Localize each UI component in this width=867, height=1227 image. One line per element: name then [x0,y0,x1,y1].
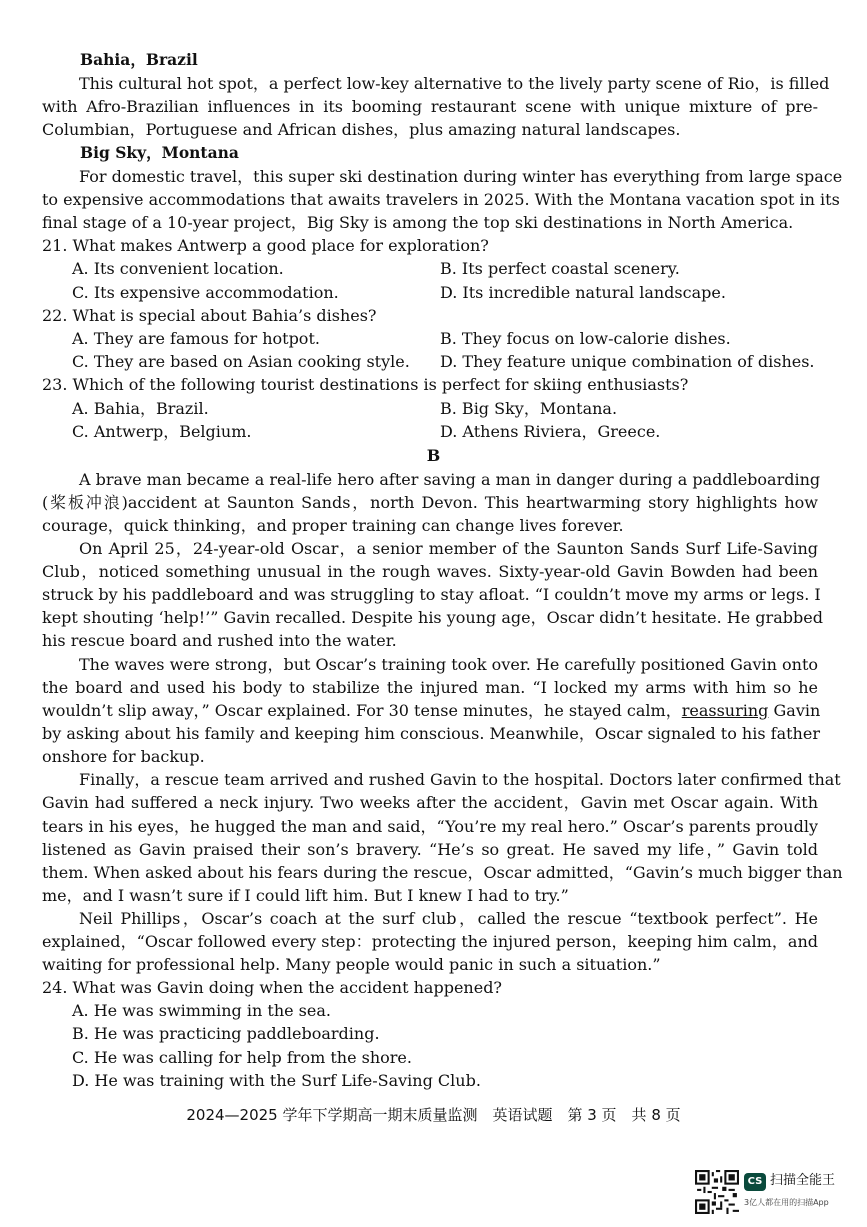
b-p3-line-1: The waves were strong，but Oscar’s training took over. He carefully positioned Gavin onto [79,655,819,674]
bahia-line-1: This cultural hot spot，a perfect low-key alternative to the lively party scene of Rio，is filled [79,74,830,93]
bahia-line-2: with Afro-Brazilian influences in its booming restaurant scene with unique mixture of pre- [42,97,818,116]
b-p2-line-1: On April 25，24-year-old Oscar，a senior member of the Saunton Sands Surf Life-Saving [79,539,819,558]
b-p2-line-5: his rescue board and rushed into the water. [42,631,397,650]
q24-option-d: D. He was training with the Surf Life-Saving Club. [72,1071,481,1090]
b-p3-line-4: by asking about his family and keeping him conscious. Meanwhile，Oscar signaled to his father [42,724,820,743]
b-p4-line-2: Gavin had suffered a neck injury. Two weeks after the accident，Gavin met Oscar again. With [42,793,818,812]
q22-option-a: A. They are famous for hotpot. [72,329,320,348]
bigsky-line-3: final stage of a 10-year project，Big Sky is among the top ski destinations in North America. [42,213,794,232]
b-p5-line-3: waiting for professional help. Many people would panic in such a situation.” [42,955,661,974]
b-p4-line-5: them. When asked about his fears during the rescue，Oscar admitted，“Gavin’s much bigger than [42,863,843,882]
b-p1-line-2: (桨板冲浪)accident at Saunton Sands，north Devon. This heartwarming story highlights how [42,493,818,512]
b-p2-line-3: struck by his paddleboard and was struggling to stay afloat. “I couldn’t move my arms or legs. I [42,585,821,604]
question-21: 21. What makes Antwerp a good place for exploration? [42,236,489,255]
q23-option-d: D. Athens Riviera，Greece. [440,422,661,441]
camscanner-title: 扫描全能王 [770,1173,836,1188]
section-b-label: B [426,446,441,465]
b-p3-line-3-text: wouldn’t slip away，” Oscar explained. For 30 tense minutes，he stayed calm， [42,701,682,720]
camscanner-logo: CS [744,1173,766,1191]
page-footer: 2024—2025 学年下学期高一期末质量监测 英语试题 第 3 页 共 8 页 [186,1106,681,1124]
b-p1-line-1: A brave man became a real-life hero after saving a man in danger during a paddleboarding [79,470,821,489]
q21-option-b: B. Its perfect coastal scenery. [440,259,680,278]
qr-code-icon [695,1170,739,1214]
b-p3-line-3 [42,699,821,722]
bahia-line-3: Columbian，Portuguese and African dishes，plus amazing natural landscapes. [42,120,681,139]
b-p2-line-2: Club，noticed something unusual in the rough waves. Sixty-year-old Gavin Bowden had been [42,562,818,581]
bigsky-line-2: to expensive accommodations that awaits travelers in 2025. With the Montana vacation spot in its [42,190,840,209]
heading-bigsky: Big Sky，Montana [80,143,239,162]
q24-option-b: B. He was practicing paddleboarding. [72,1024,380,1043]
b-p1-line-3: courage，quick thinking，and proper training can change lives forever. [42,516,624,535]
b-p3-line-2: the board and used his body to stabilize the injured man. “I locked my arms with him so he [42,678,818,697]
question-24: 24. What was Gavin doing when the accident happened? [42,978,503,997]
b-p2-line-4: kept shouting ‘help!’” Gavin recalled. Despite his young age，Oscar didn’t hesitate. He grabbed [42,608,823,627]
question-22: 22. What is special about Bahia’s dishes? [42,306,377,325]
b-p3-line-3-tail: Gavin [768,701,821,720]
q22-option-c: C. They are based on Asian cooking style. [72,352,410,371]
b-p4-line-6: me，and I wasn’t sure if I could lift him. But I knew I had to try.” [42,886,569,905]
q22-option-b: B. They focus on low-calorie dishes. [440,329,731,348]
q24-option-c: C. He was calling for help from the shore. [72,1048,412,1067]
b-p3-line-5: onshore for backup. [42,747,205,766]
q21-option-c: C. Its expensive accommodation. [72,283,339,302]
q22-option-d: D. They feature unique combination of dishes. [440,352,815,371]
heading-bahia: Bahia，Brazil [80,50,198,69]
b-p4-line-4: listened as Gavin praised their son’s bravery. “He’s so great. He saved my life，” Gavin told [42,840,818,859]
q21-option-d: D. Its incredible natural landscape. [440,283,726,302]
q24-option-a: A. He was swimming in the sea. [72,1001,331,1020]
q23-option-c: C. Antwerp，Belgium. [72,422,252,441]
b-p4-line-1: Finally，a rescue team arrived and rushed Gavin to the hospital. Doctors later confirmed that [79,770,841,789]
q21-option-a: A. Its convenient location. [72,259,284,278]
bigsky-line-1: For domestic travel，this super ski destination during winter has everything from large space [79,167,843,186]
underlined-word-reassuring: reassuring [681,701,769,720]
b-p5-line-2: explained，“Oscar followed every step：protecting the injured person，keeping him calm，and [42,932,819,951]
b-p5-line-1: Neil Phillips，Oscar’s coach at the surf club，called the rescue “textbook perfect”. He [79,909,819,928]
b-p4-line-3: tears in his eyes，he hugged the man and said，“You’re my real hero.” Oscar’s parents proudly [42,817,818,836]
question-23: 23. Which of the following tourist destinations is perfect for skiing enthusiasts? [42,375,689,394]
camscanner-subtitle: 3亿人都在用的扫描App [744,1198,829,1207]
q23-option-b: B. Big Sky，Montana. [440,399,618,418]
q23-option-a: A. Bahia，Brazil. [72,399,209,418]
